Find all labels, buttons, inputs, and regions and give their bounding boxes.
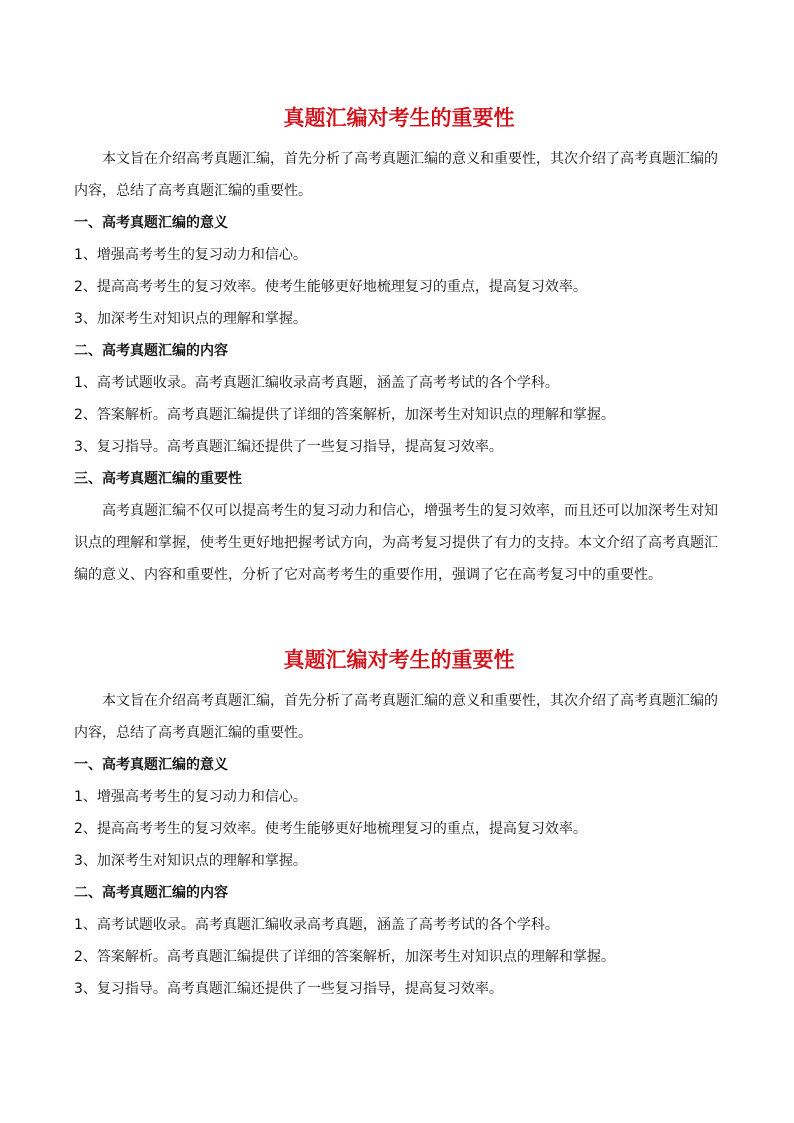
heading-meaning: 一、高考真题汇编的意义 (74, 215, 228, 231)
list-item: 2、答案解析。高考真题汇编提供了详细的答案解析，加深考生对知识点的理解和掌握。 (74, 949, 615, 965)
article-section-2 (74, 646, 724, 1005)
section-title: 真题汇编对考生的重要性 (283, 106, 515, 130)
conclusion-paragraph: 高考真题汇编不仅可以提高考生的复习动力和信心，增强考生的复习效率，而且还可以加深考生对知识点的理解和掌握，使考生更好地把握考试方向，为高考复习提供了有力的支持。本文介绍了高考真题汇编的意义、内容和重要性，分析了它对高考考生的重要作用，强调了它在高考复习中的重要性。 (74, 503, 718, 583)
list-item: 1、增强高考考生的复习动力和信心。 (74, 247, 307, 263)
heading-content: 二、高考真题汇编的内容 (74, 885, 228, 901)
list-item: 1、增强高考考生的复习动力和信心。 (74, 789, 307, 805)
intro-paragraph: 本文旨在介绍高考真题汇编，首先分析了高考真题汇编的意义和重要性，其次介绍了高考真题汇编的内容，总结了高考真题汇编的重要性。 (74, 693, 718, 741)
intro-paragraph: 本文旨在介绍高考真题汇编，首先分析了高考真题汇编的意义和重要性，其次介绍了高考真题汇编的内容，总结了高考真题汇编的重要性。 (74, 151, 718, 199)
section-title: 真题汇编对考生的重要性 (283, 648, 515, 672)
list-item: 2、提高高考考生的复习效率。使考生能够更好地梳理复习的重点，提高复习效率。 (74, 279, 587, 295)
heading-importance: 三、高考真题汇编的重要性 (74, 471, 242, 487)
list-item: 3、加深考生对知识点的理解和掌握。 (74, 311, 307, 327)
list-item: 3、加深考生对知识点的理解和掌握。 (74, 853, 307, 869)
heading-meaning: 一、高考真题汇编的意义 (74, 757, 228, 773)
heading-content: 二、高考真题汇编的内容 (74, 343, 228, 359)
article-section-1 (74, 104, 724, 591)
list-item: 1、高考试题收录。高考真题汇编收录高考真题，涵盖了高考考试的各个学科。 (74, 375, 559, 391)
list-item: 1、高考试题收录。高考真题汇编收录高考真题，涵盖了高考考试的各个学科。 (74, 917, 559, 933)
list-item: 3、复习指导。高考真题汇编还提供了一些复习指导，提高复习效率。 (74, 981, 503, 997)
list-item: 2、答案解析。高考真题汇编提供了详细的答案解析，加深考生对知识点的理解和掌握。 (74, 407, 615, 423)
list-item: 3、复习指导。高考真题汇编还提供了一些复习指导，提高复习效率。 (74, 439, 503, 455)
list-item: 2、提高高考考生的复习效率。使考生能够更好地梳理复习的重点，提高复习效率。 (74, 821, 587, 837)
